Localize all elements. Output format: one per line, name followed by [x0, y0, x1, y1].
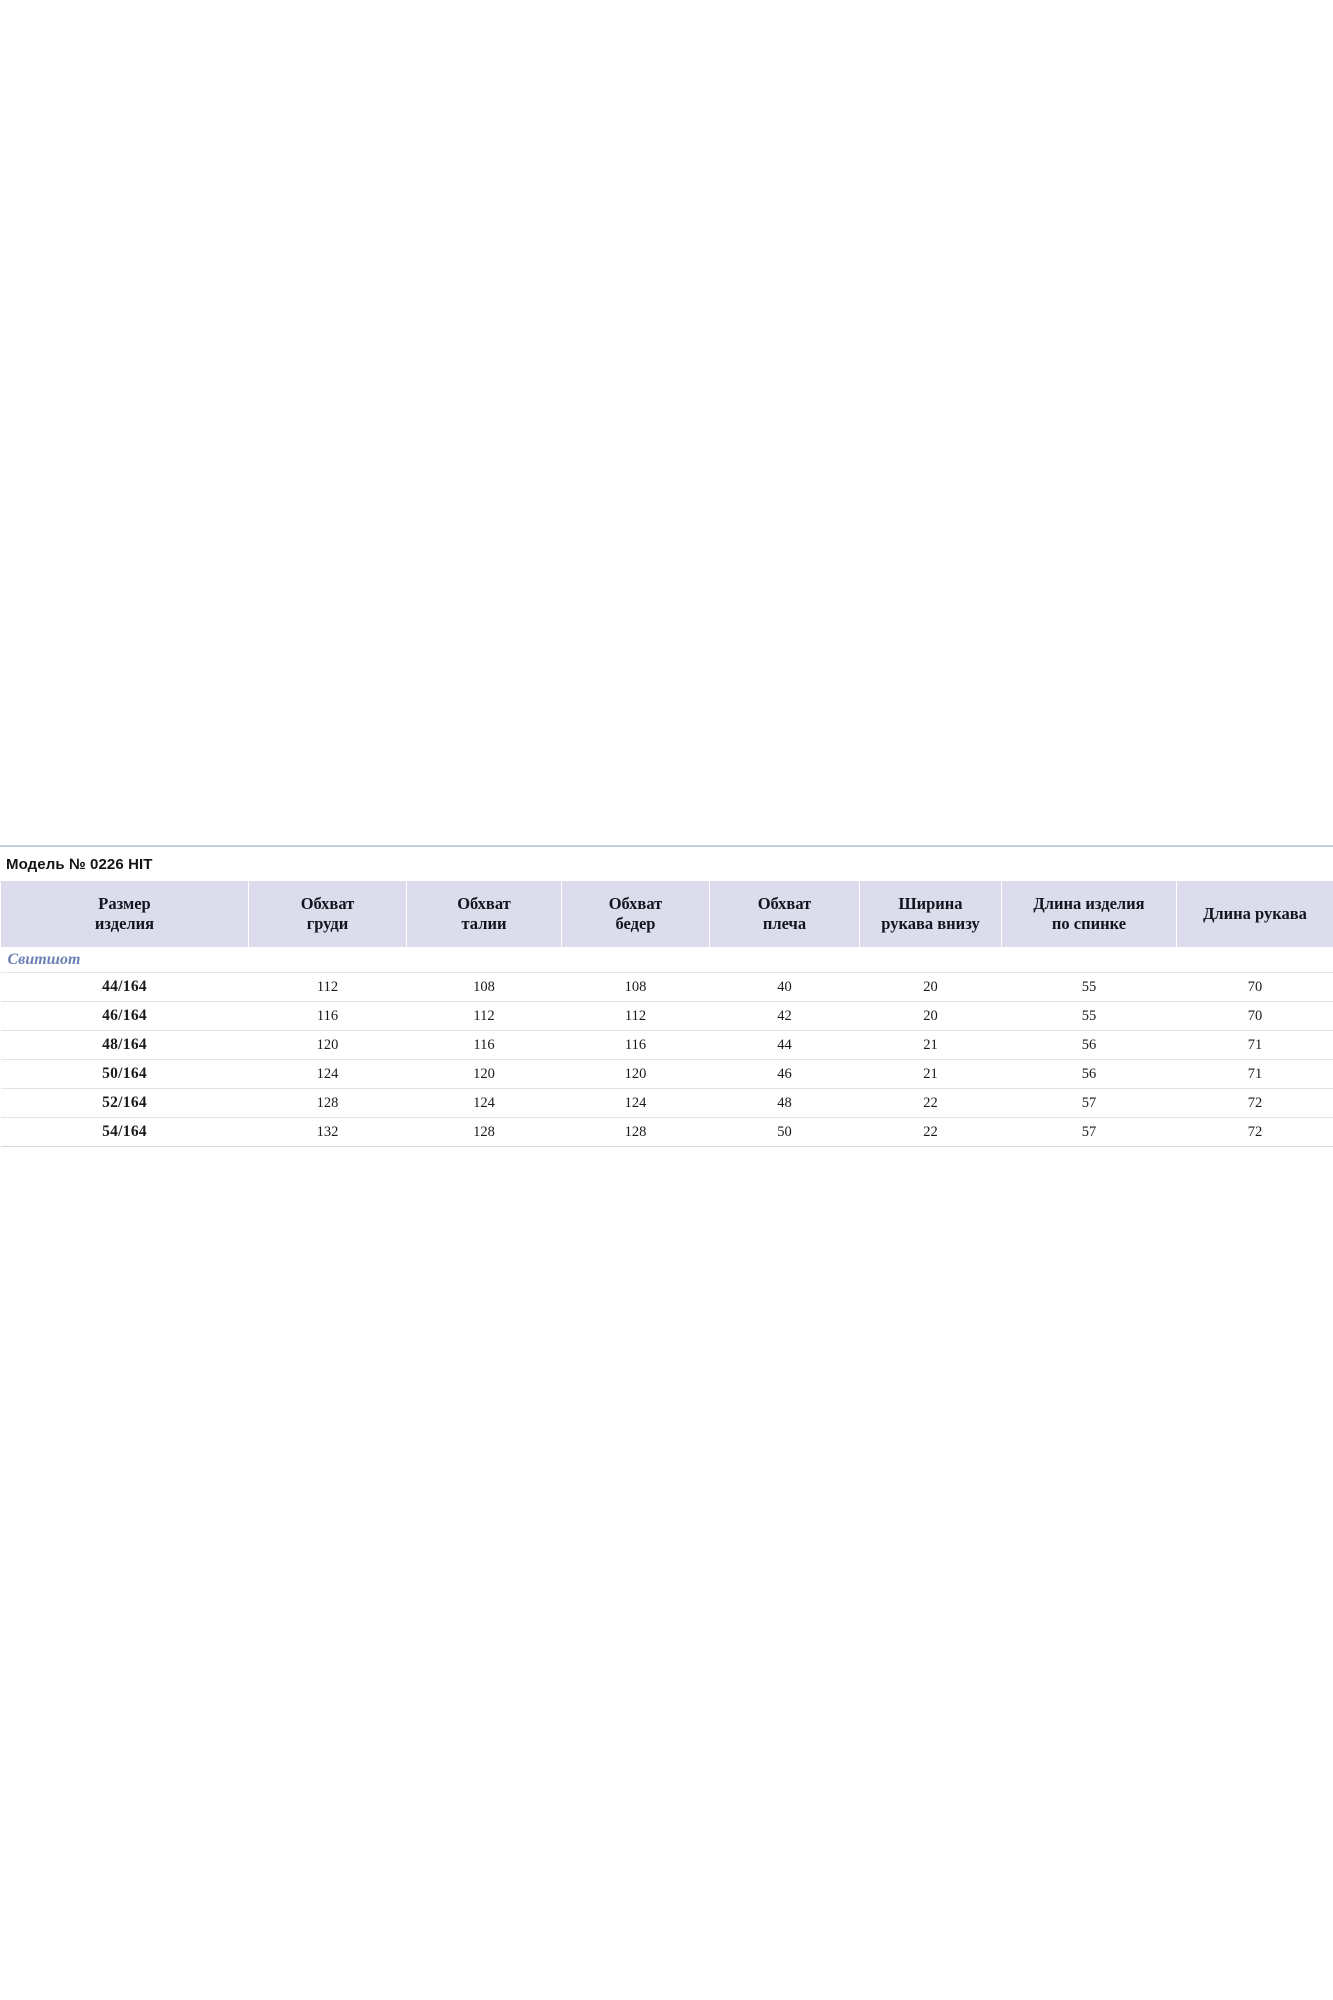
column-header-sleeve-bottom: [860, 882, 1002, 948]
cell-back-length: 56: [1002, 1031, 1177, 1060]
cell-hips: 112: [562, 1002, 710, 1031]
cell-chest: 120: [249, 1031, 407, 1060]
cell-waist: 116: [407, 1031, 562, 1060]
cell-back-length: 57: [1002, 1118, 1177, 1147]
cell-chest: 112: [249, 973, 407, 1002]
header-line-4: Обхват бедер: [608, 894, 663, 934]
cell-waist: 128: [407, 1118, 562, 1147]
column-header-waist: [407, 882, 562, 948]
cell-hips: 116: [562, 1031, 710, 1060]
cell-waist: 112: [407, 1002, 562, 1031]
table-row: [1, 973, 1333, 1002]
cell-shoulder: 42: [710, 1002, 860, 1031]
header-line-3: Обхват талии: [457, 894, 511, 934]
cell-sleeve-bottom: 21: [860, 1031, 1002, 1060]
column-header-back-length: [1002, 882, 1177, 948]
cell-size: 54/164: [1, 1118, 249, 1147]
cell-size: 50/164: [1, 1060, 249, 1089]
table-row: [1, 1060, 1333, 1089]
cell-back-length: 55: [1002, 1002, 1177, 1031]
cell-waist: 124: [407, 1089, 562, 1118]
cell-sleeve-bottom: 20: [860, 973, 1002, 1002]
cell-sleeve-bottom: 22: [860, 1089, 1002, 1118]
column-header-hips: [562, 882, 710, 948]
cell-chest: 116: [249, 1002, 407, 1031]
size-table: [0, 881, 1333, 1147]
cell-back-length: 57: [1002, 1089, 1177, 1118]
cell-sleeve-length: 70: [1177, 973, 1333, 1002]
header-row: [1, 882, 1333, 948]
model-number-label: Модель № 0226 HIT: [6, 856, 153, 873]
cell-sleeve-bottom: 22: [860, 1118, 1002, 1147]
header-line-2: Обхват груди: [300, 894, 355, 934]
table-row: [1, 1002, 1333, 1031]
cell-hips: 124: [562, 1089, 710, 1118]
header-line-5: Обхват плеча: [757, 894, 812, 934]
cell-sleeve-bottom: 20: [860, 1002, 1002, 1031]
cell-shoulder: 46: [710, 1060, 860, 1089]
group-header-body: [1, 948, 1333, 973]
cell-size: 46/164: [1, 1002, 249, 1031]
header-line-6: Ширина рукава внизу: [881, 894, 980, 934]
header-line-8: Длина рукава: [1203, 904, 1307, 924]
cell-hips: 128: [562, 1118, 710, 1147]
cell-sleeve-length: 70: [1177, 1002, 1333, 1031]
cell-shoulder: 48: [710, 1089, 860, 1118]
column-header-chest: [249, 882, 407, 948]
table-row: [1, 1089, 1333, 1118]
cell-shoulder: 50: [710, 1118, 860, 1147]
cell-back-length: 56: [1002, 1060, 1177, 1089]
table-row: [1, 1118, 1333, 1147]
table-body: [1, 973, 1333, 1147]
cell-chest: 128: [249, 1089, 407, 1118]
cell-sleeve-length: 72: [1177, 1118, 1333, 1147]
cell-waist: 120: [407, 1060, 562, 1089]
cell-back-length: 55: [1002, 973, 1177, 1002]
product-group-label: Свитшот: [1, 948, 1333, 973]
size-chart-sheet: [0, 845, 1333, 1147]
cell-chest: 124: [249, 1060, 407, 1089]
cell-size: 52/164: [1, 1089, 249, 1118]
table-header: [1, 882, 1333, 948]
cell-waist: 108: [407, 973, 562, 1002]
cell-chest: 132: [249, 1118, 407, 1147]
cell-sleeve-bottom: 21: [860, 1060, 1002, 1089]
product-group-row: [1, 948, 1333, 973]
cell-hips: 120: [562, 1060, 710, 1089]
column-header-size: [1, 882, 249, 948]
cell-size: 44/164: [1, 973, 249, 1002]
column-header-sleeve-length: [1177, 882, 1333, 948]
header-line-7: Длина изделия по спинке: [1033, 894, 1145, 934]
column-header-shoulder: [710, 882, 860, 948]
header-line-1: Размер изделия: [94, 894, 155, 934]
cell-shoulder: 44: [710, 1031, 860, 1060]
cell-sleeve-length: 72: [1177, 1089, 1333, 1118]
cell-shoulder: 40: [710, 973, 860, 1002]
cell-hips: 108: [562, 973, 710, 1002]
cell-sleeve-length: 71: [1177, 1031, 1333, 1060]
cell-sleeve-length: 71: [1177, 1060, 1333, 1089]
table-row: [1, 1031, 1333, 1060]
cell-size: 48/164: [1, 1031, 249, 1060]
